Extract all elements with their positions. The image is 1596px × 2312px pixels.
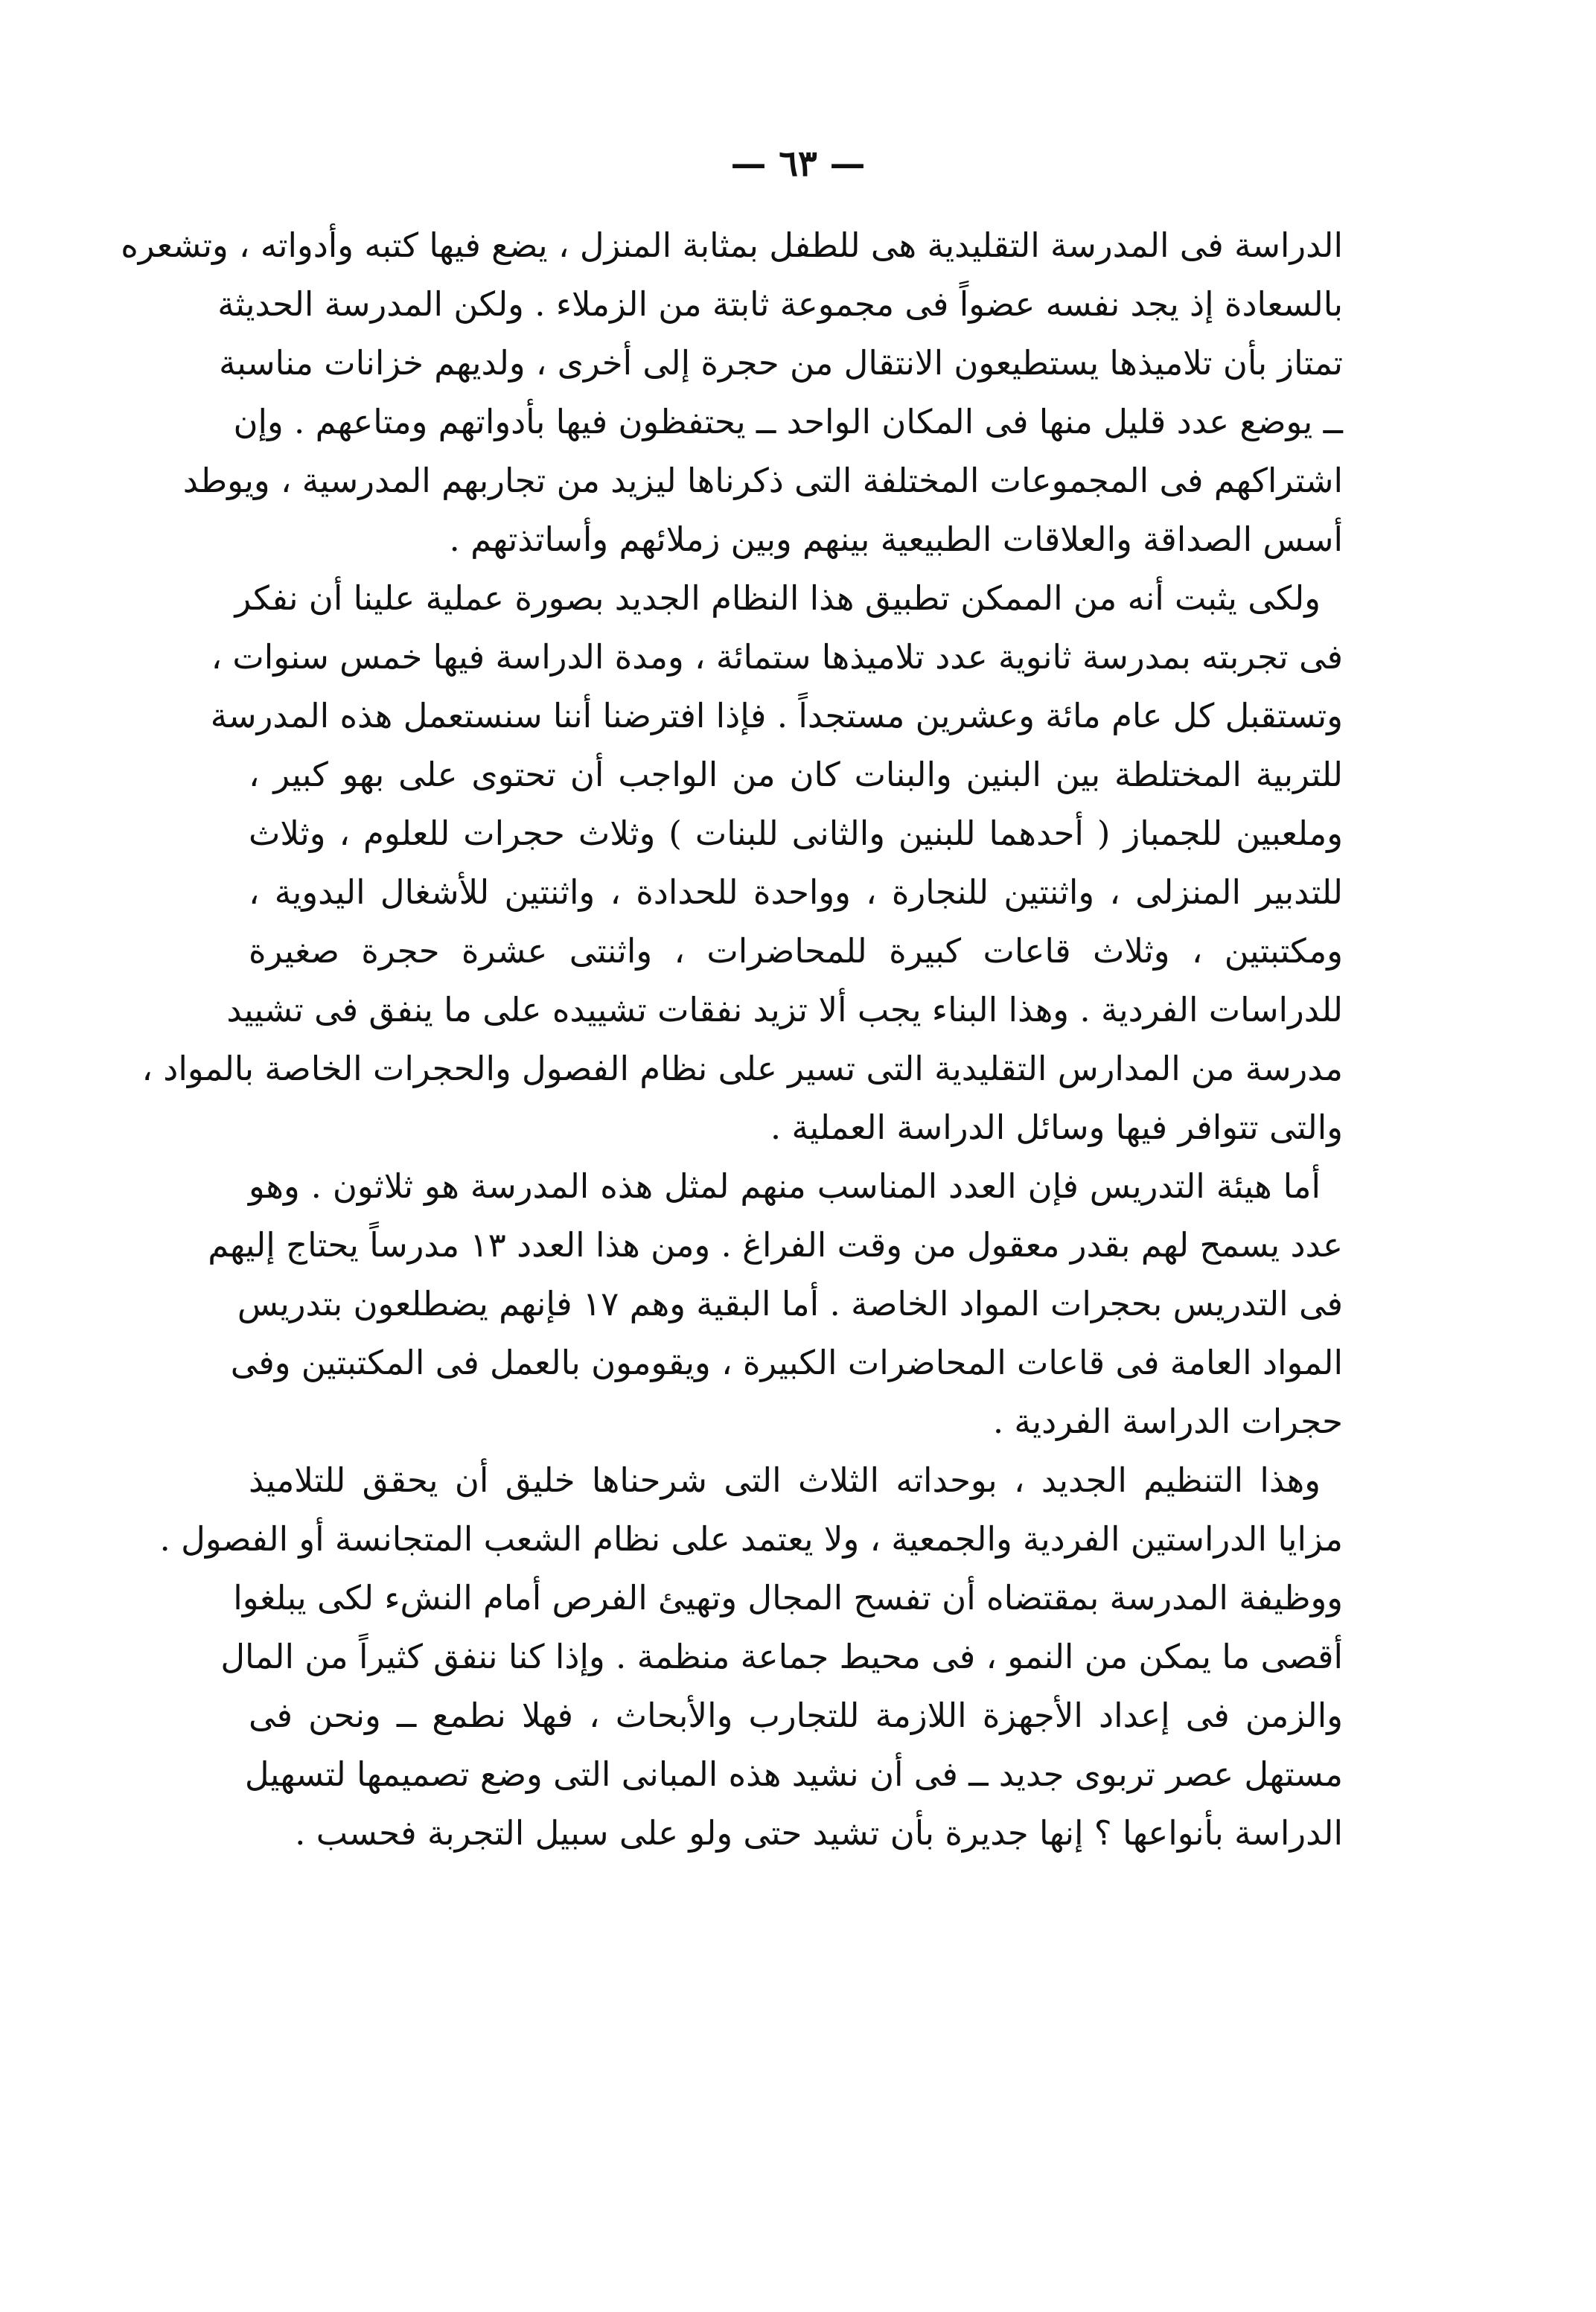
text-line: فى تجربته بمدرسة ثانوية عدد تلاميذها ستمائة ، ومدة الدراسة فيها خمس سنوات ، bbox=[211, 637, 1343, 677]
text-line: للتربية المختلطة بين البنين والبنات كان من الواجب أن تحتوى على بهو كبير ، bbox=[249, 755, 1343, 794]
text-line: ووظيفة المدرسة بمقتضاه أن تفسح المجال وتهيئ الفرص أمام النشء لكى يبلغوا bbox=[233, 1578, 1343, 1618]
text-line: بالسعادة إذ يجد نفسه عضواً فى مجموعة ثابتة من الزملاء . ولكن المدرسة الحديثة bbox=[217, 284, 1343, 324]
paragraph-3 bbox=[208, 1157, 1343, 1451]
text-line: والزمن فى إعداد الأجهزة اللازمة للتجارب والأبحاث ، فهلا نطمع ــ ونحن فى bbox=[249, 1696, 1343, 1735]
text-line: ــ يوضع عدد قليل منها فى المكان الواحد ــ يحتفظون فيها بأدواتهم ومتاعهم . وإن bbox=[233, 402, 1343, 441]
text-line: للتدبير المنزلى ، واثنتين للنجارة ، وواحدة للحدادة ، واثنتين للأشغال اليدوية ، bbox=[249, 872, 1343, 912]
text-line: للدراسات الفردية . وهذا البناء يجب ألا تزيد نفقات تشييده على ما ينفق فى تشييد bbox=[226, 990, 1343, 1029]
text-line: ولكى يثبت أنه من الممكن تطبيق هذا النظام الجديد بصورة عملية علينا أن نفكر bbox=[234, 578, 1321, 618]
text-line: أسس الصداقة والعلاقات الطبيعية بينهم وبين زملائهم وأساتذتهم . bbox=[449, 520, 1343, 559]
text-line: حجرات الدراسة الفردية . bbox=[992, 1402, 1343, 1441]
text-line: أقصى ما يمكن من النمو ، فى محيط جماعة منظمة . وإذا كنا ننفق كثيراً من المال bbox=[220, 1637, 1343, 1676]
body-text bbox=[121, 216, 1343, 1862]
text-line: مستهل عصر تربوى جديد ــ فى أن نشيد هذه المبانى التى وضع تصميمها لتسهيل bbox=[244, 1754, 1343, 1794]
text-line: الدراسة فى المدرسة التقليدية هى للطفل بمثابة المنزل ، يضع فيها كتبه وأدواته ، وتشعره bbox=[121, 226, 1343, 265]
paragraph-1 bbox=[121, 216, 1343, 569]
text-line: مزايا الدراستين الفردية والجمعية ، ولا يعتمد على نظام الشعب المتجانسة أو الفصول . bbox=[159, 1519, 1343, 1559]
text-line: عدد يسمح لهم بقدر معقول من وقت الفراغ . ومن هذا العدد ١٣ مدرساً يحتاج إليهم bbox=[208, 1225, 1343, 1265]
paragraph-2 bbox=[141, 569, 1343, 1157]
text-line: المواد العامة فى قاعات المحاضرات الكبيرة ، ويقومون بالعمل فى المكتبتين وفى bbox=[230, 1343, 1343, 1382]
text-line: ومكتبتين ، وثلاث قاعات كبيرة للمحاضرات ، واثنتى عشرة حجرة صغيرة bbox=[249, 931, 1343, 971]
text-line: أما هيئة التدريس فإن العدد المناسب منهم لمثل هذه المدرسة هو ثلاثون . وهو bbox=[249, 1166, 1321, 1206]
text-line: الدراسة بأنواعها ؟ إنها جديرة بأن تشيد حتى ولو على سبيل التجربة فحسب . bbox=[295, 1813, 1343, 1853]
page-number: — ٦٣ — bbox=[730, 143, 866, 185]
text-line: وملعبين للجمباز ( أحدهما للبنين والثانى للبنات ) وثلاث حجرات للعلوم ، وثلاث bbox=[249, 814, 1343, 853]
text-line: اشتراكهم فى المجموعات المختلفة التى ذكرناها ليزيد من تجاربهم المدرسية ، ويوطد bbox=[182, 461, 1343, 500]
text-line: والتى تتوافر فيها وسائل الدراسة العملية . bbox=[770, 1108, 1343, 1147]
text-line: مدرسة من المدارس التقليدية التى تسير على نظام الفصول والحجرات الخاصة بالمواد ، bbox=[141, 1049, 1343, 1088]
paragraph-4 bbox=[159, 1451, 1343, 1862]
text-line: وتستقبل كل عام مائة وعشرين مستجداً . فإذا افترضنا أننا سنستعمل هذه المدرسة bbox=[210, 696, 1343, 735]
text-line: تمتاز بأن تلاميذها يستطيعون الانتقال من حجرة إلى أخرى ، ولديهم خزانات مناسبة bbox=[219, 343, 1343, 383]
text-line: وهذا التنظيم الجديد ، بوحداته الثلاث التى شرحناها خليق أن يحقق للتلاميذ bbox=[249, 1460, 1321, 1500]
text-line: فى التدريس بحجرات المواد الخاصة . أما البقية وهم ١٧ فإنهم يضطلعون بتدريس bbox=[237, 1284, 1343, 1323]
